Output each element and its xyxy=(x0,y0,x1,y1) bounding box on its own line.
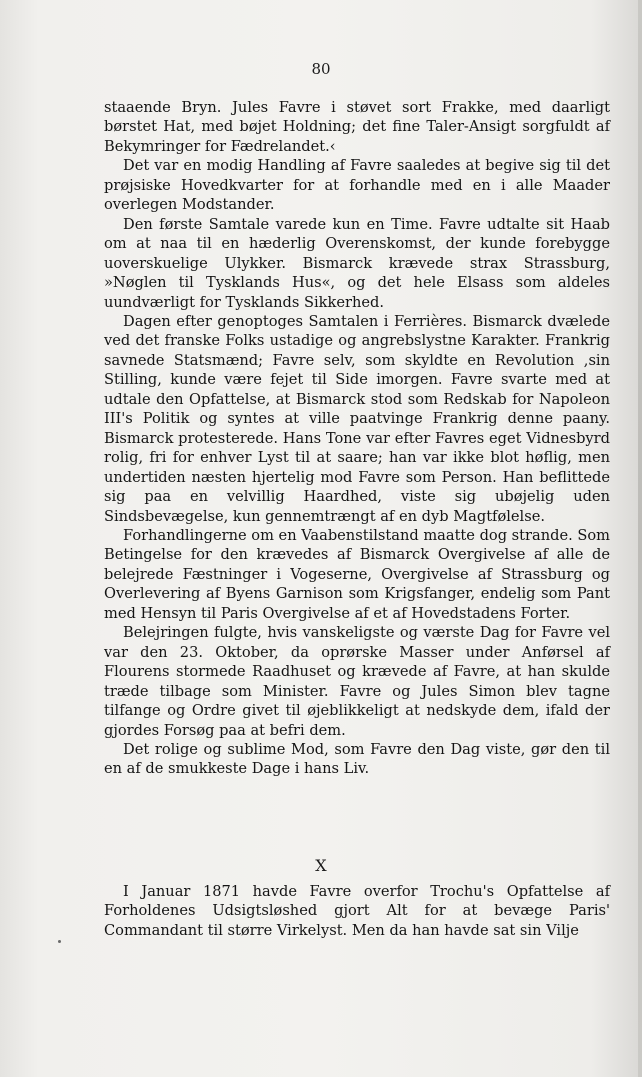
paragraph: Det var en modig Handling af Favre saaledes at begive sig til det prøjsiske Hovedkvarter for at forhandle med en i alle Maader overlegen Modstander. xyxy=(104,157,610,214)
paragraph: staaende Bryn. Jules Favre i støvet sort Frakke, med daarligt børstet Hat, med bøjet Holdning; det fine Taler-Ansigt sorgfuldt af Bekymringer for Fædrelandet.‹ xyxy=(104,99,610,155)
paragraph: I Januar 1871 havde Favre overfor Trochu's Opfattelse af Forholdenes Udsigtsløshed gjort Alt for at bevæge Paris' Commandant til større Virkelyst. Men da han havde sat sin Vilje xyxy=(104,883,610,939)
page-edge-shadow xyxy=(638,0,642,1077)
body-text xyxy=(104,98,610,779)
paragraph: Den første Samtale varede kun en Time. Favre udtalte sit Haab om at naa til en hæderlig Overenskomst, der kunde forebygge uoverskuelige Ulykker. Bismarck krævede strax Strassburg, »Nøglen til Tysklands Hus«, og det hele Elsass som aldeles uundværligt for Tysklands Sikkerhed. xyxy=(104,215,610,311)
page-number: 80 xyxy=(311,60,331,78)
section-heading: X xyxy=(315,856,327,875)
paragraph: Forhandlingerne om en Vaabenstilstand maatte dog strande. Som Betingelse for den krævedes af Bismarck Overgivelse af alle de belejrede Fæstninger i Vogeserne, Overgivelse af Strassburg og Overlevering af Byens Garnison som Krigsfanger, endelig som Pant med Hensyn til Paris Overgivelse af et af Hovedstadens Forter. xyxy=(104,526,610,622)
paragraph: Det rolige og sublime Mod, som Favre den Dag viste, gør den til en af de smukkeste Dage i hans Liv. xyxy=(104,740,610,778)
paragraph: Dagen efter genoptoges Samtalen i Ferrières. Bismarck dvælede ved det franske Folks ustadige og angrebslystne Karakter. Frankrig savnede Statsmænd; Favre selv, som skyldte en Revolution ,sin Stilling, kunde være fejet til Side imorgen. Favre svarte med at udtale den Opfattelse, at Bismarck stod som Redskab for Napoleon III's Politik og syntes at ville paatvinge Frankrig denne paany. Bismarck protesterede. Hans Tone var efter Favres eget Vidnesbyrd rolig, fri for enhver Lyst til at saare; han var ikke blot høflig, men undertiden næsten hjertelig mod Favre som Person. Han beflittede sig paa en velvillig Haardhed, viste sig ubøjelig uden Sindsbevægelse, kun gennemtrængt af en dyb Magtfølelse. xyxy=(104,312,610,525)
section-body-text xyxy=(104,882,610,940)
paragraph: Belejringen fulgte, hvis vanskeligste og værste Dag for Favre vel var den 23. Oktober, da oprørske Masser under Anførsel af Flourens stormede Raadhuset og krævede af Favre, at han skulde træde tilbage som Minister. Favre og Jules Simon blev tagne tilfange og Ordre givet til øjeblikkeligt at nedskyde dem, ifald der gjordes Forsøg paa at befri dem. xyxy=(104,624,610,739)
scan-speck xyxy=(58,940,61,943)
